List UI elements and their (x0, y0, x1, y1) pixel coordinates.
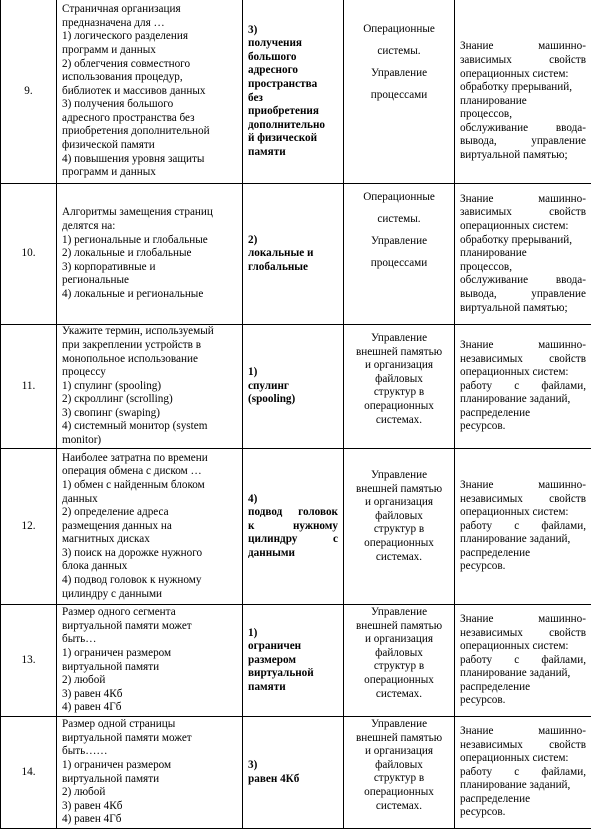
answer-line: виртуальной (248, 667, 338, 681)
section-line: операционных (349, 786, 449, 800)
section-line: системах. (349, 688, 449, 702)
answer-line: без (248, 92, 338, 106)
answer-line: приобретения (248, 105, 338, 119)
section-line: внешней памятью (349, 346, 449, 360)
question-line: 2) облегчения совместного (62, 58, 237, 72)
competence-line: обработку прерываний, (460, 234, 586, 248)
competence-cell (455, 325, 591, 449)
competence-line: планирование заданий, (460, 393, 586, 407)
question-line: Укажите термин, используемый (62, 325, 237, 339)
row-number: 12. (1, 449, 57, 605)
row-number: 13. (1, 605, 57, 717)
section-line: операционных (349, 400, 449, 414)
answer-line: получения (248, 37, 338, 51)
row-number: 14. (1, 717, 57, 829)
competence-line: зависимых свойств (460, 206, 586, 220)
competence-line: операционных систем: (460, 506, 586, 520)
question-line: 2) любой (62, 674, 237, 688)
competence-line: зависимых свойств (460, 54, 586, 68)
answer-line: ограничен (248, 640, 338, 654)
question-line: Наиболее затратна по времени (62, 452, 237, 466)
answer-line: к нужному (248, 520, 338, 534)
competence-line: распределение (460, 681, 586, 695)
answer-line: равен 4Кб (248, 773, 338, 787)
question-line: виртуальной памяти может (62, 732, 237, 746)
row-number: 10. (1, 184, 57, 325)
section-line: структур в (349, 523, 449, 537)
competence-line: виртуальной памятью; (460, 149, 586, 163)
question-line: монопольное использование (62, 353, 237, 367)
competence-line: планирование заданий, (460, 667, 586, 681)
question-line: 4) равен 4Гб (62, 701, 237, 715)
row-number: 9. (1, 0, 57, 184)
competence-line: вывода, управление (460, 135, 586, 149)
answer-line: спулинг (248, 380, 338, 394)
section-line: файловых (349, 647, 449, 661)
table-row (1, 605, 591, 717)
competence-cell (455, 184, 591, 325)
competence-line: независимых свойств (460, 739, 586, 753)
question-line: 4) равен 4Гб (62, 813, 237, 827)
question-line: 1) ограничен размером (62, 759, 237, 773)
competence-line: обслуживание ввода- (460, 122, 586, 136)
competence-line: работу с файлами, (460, 380, 586, 394)
question-line: виртуальной памяти (62, 773, 237, 787)
answer-cell (243, 717, 344, 829)
competence-line: распределение (460, 793, 586, 807)
answer-line: пространства (248, 78, 338, 92)
question-line: быть… (62, 633, 237, 647)
question-line: 3) поиск на дорожке нужного (62, 547, 237, 561)
competence-line: независимых свойств (460, 353, 586, 367)
question-line: блока данных (62, 560, 237, 574)
answer-line: данными (248, 547, 338, 561)
question-line: Алгоритмы замещения страниц (62, 206, 237, 220)
answer-cell (243, 184, 344, 325)
question-line: 4) подвод головок к нужному (62, 574, 237, 588)
question-line: делятся на: (62, 220, 237, 234)
competence-line: Знание машинно- (460, 479, 586, 493)
answer-line: глобальные (248, 261, 338, 275)
competence-line: виртуальной памятью; (460, 302, 586, 316)
question-line: 1) логического разделения (62, 30, 237, 44)
question-line: Размер одной страницы (62, 718, 237, 732)
competence-cell (455, 717, 591, 829)
section-line: структур в (349, 386, 449, 400)
question-line: 4) повышения уровня защиты (62, 153, 237, 167)
question-line: 1) спулинг (spooling) (62, 380, 237, 394)
question-line: 2) скроллинг (scrolling) (62, 393, 237, 407)
section-line: внешней памятью (349, 732, 449, 746)
question-cell (57, 449, 243, 605)
answer-cell (243, 449, 344, 605)
section-line: структур в (349, 772, 449, 786)
section-cell (344, 0, 455, 184)
section-line: Управление (349, 62, 449, 84)
question-line: программ и данных (62, 166, 237, 180)
answer-line: 1) (248, 366, 338, 380)
section-line: внешней памятью (349, 483, 449, 497)
competence-line: вывода, управление (460, 288, 586, 302)
question-line: программ и данных (62, 44, 237, 58)
section-line: Управление (349, 606, 449, 620)
section-line: Управление (349, 718, 449, 732)
answer-line: размером (248, 654, 338, 668)
question-line: 2) любой (62, 786, 237, 800)
question-cell (57, 184, 243, 325)
question-line: цилиндру с данными (62, 588, 237, 602)
question-line: приобретения дополнительной (62, 125, 237, 139)
answer-line: большого (248, 51, 338, 65)
question-line: 1) ограничен размером (62, 647, 237, 661)
question-cell (57, 605, 243, 717)
competence-line: обслуживание ввода- (460, 274, 586, 288)
section-line: и организация (349, 745, 449, 759)
competence-line: планирование заданий, (460, 533, 586, 547)
question-line: monitor) (62, 434, 237, 448)
question-line: 3) равен 4Кб (62, 688, 237, 702)
answer-line: дополнительно (248, 119, 338, 133)
competence-line: ресурсов. (460, 694, 586, 708)
competence-cell (455, 449, 591, 605)
question-line: 4) локальные и региональные (62, 288, 237, 302)
answer-cell (243, 605, 344, 717)
answer-line: памяти (248, 146, 338, 160)
question-line: 3) получения большого (62, 98, 237, 112)
section-line: Операционные (349, 186, 449, 208)
question-cell (57, 325, 243, 449)
competence-line: распределение (460, 547, 586, 561)
question-line: библиотек и массивов данных (62, 85, 237, 99)
table-row (1, 325, 591, 449)
question-line: данных (62, 493, 237, 507)
section-line: Управление (349, 332, 449, 346)
competence-cell (455, 605, 591, 717)
question-line: операция обмена с диском … (62, 465, 237, 479)
competence-line: планирование заданий, (460, 779, 586, 793)
competence-line: операционных систем: (460, 640, 586, 654)
section-line: Управление (349, 469, 449, 483)
section-cell (344, 184, 455, 325)
question-line: 2) локальные и глобальные (62, 247, 237, 261)
answer-line: локальные и (248, 247, 338, 261)
answer-line: памяти (248, 681, 338, 695)
section-line: операционных (349, 674, 449, 688)
question-line: магнитных дисках (62, 533, 237, 547)
competence-line: работу с файлами, (460, 520, 586, 534)
question-line: физической памяти (62, 139, 237, 153)
section-line: системы. (349, 208, 449, 230)
answer-line: подвод головок (248, 506, 338, 520)
section-line: файловых (349, 510, 449, 524)
competence-line: операционных систем: (460, 366, 586, 380)
answer-line: адресного (248, 64, 338, 78)
question-line: 1) региональные и глобальные (62, 234, 237, 248)
question-line: 4) системный монитор (system (62, 420, 237, 434)
competence-line: независимых свойств (460, 493, 586, 507)
section-line: структур в (349, 660, 449, 674)
section-cell (344, 449, 455, 605)
section-line: системах. (349, 414, 449, 428)
competence-line: независимых свойств (460, 627, 586, 641)
competence-line: операционных систем: (460, 752, 586, 766)
question-line: 1) обмен с найденным блоком (62, 479, 237, 493)
answer-line: 3) (248, 24, 338, 38)
section-line: и организация (349, 633, 449, 647)
section-line: и организация (349, 359, 449, 373)
answer-line: цилиндру с (248, 533, 338, 547)
answer-line: 2) (248, 234, 338, 248)
answer-line: 1) (248, 627, 338, 641)
competence-line: Знание машинно- (460, 613, 586, 627)
question-line: быть…… (62, 745, 237, 759)
section-cell (344, 717, 455, 829)
competence-line: ресурсов. (460, 806, 586, 820)
answer-cell (243, 325, 344, 449)
question-line: адресного пространства без (62, 112, 237, 126)
question-cell (57, 0, 243, 184)
table-row (1, 0, 591, 184)
section-line: операционных (349, 537, 449, 551)
answer-line: 4) (248, 493, 338, 507)
section-line: системах. (349, 800, 449, 814)
question-line: Страничная организация (62, 3, 237, 17)
question-line: 3) корпоративные и (62, 261, 237, 275)
section-line: системах. (349, 551, 449, 565)
competence-line: планирование (460, 95, 586, 109)
competence-cell (455, 0, 591, 184)
question-line: региональные (62, 274, 237, 288)
competence-line: обработку прерываний, (460, 81, 586, 95)
question-line: размещения данных на (62, 520, 237, 534)
question-cell (57, 717, 243, 829)
question-line: 2) определение адреса (62, 506, 237, 520)
competence-line: работу с файлами, (460, 766, 586, 780)
question-line: 3) свопинг (swaping) (62, 407, 237, 421)
section-line: и организация (349, 496, 449, 510)
competence-line: операционных систем: (460, 68, 586, 82)
answer-cell (243, 0, 344, 184)
question-line: 3) равен 4Кб (62, 800, 237, 814)
competence-line: Знание машинно- (460, 339, 586, 353)
competence-line: ресурсов. (460, 560, 586, 574)
question-line: процессу (62, 366, 237, 380)
competence-line: операционных систем: (460, 220, 586, 234)
competence-line: Знание машинно- (460, 40, 586, 54)
competence-line: процессов, (460, 261, 586, 275)
question-line: использования процедур, (62, 71, 237, 85)
section-line: файловых (349, 759, 449, 773)
competence-line: Знание машинно- (460, 725, 586, 739)
section-line: процессами (349, 84, 449, 106)
answer-line: 3) (248, 759, 338, 773)
section-line: системы. (349, 40, 449, 62)
section-line: Операционные (349, 18, 449, 40)
table-row (1, 449, 591, 605)
section-line: процессами (349, 252, 449, 274)
table-row (1, 184, 591, 325)
section-line: файловых (349, 373, 449, 387)
table-row (1, 717, 591, 829)
competence-line: работу с файлами, (460, 654, 586, 668)
question-line: при закреплении устройств в (62, 339, 237, 353)
section-cell (344, 605, 455, 717)
competence-line: процессов, (460, 108, 586, 122)
question-line: виртуальной памяти (62, 661, 237, 675)
question-line: предназначена для … (62, 17, 237, 31)
competence-line: ресурсов. (460, 420, 586, 434)
section-cell (344, 325, 455, 449)
answer-line: (spooling) (248, 393, 338, 407)
competence-line: распределение (460, 407, 586, 421)
competence-line: Знание машинно- (460, 193, 586, 207)
answer-line: й физической (248, 132, 338, 146)
section-line: внешней памятью (349, 620, 449, 634)
competence-line: планирование (460, 247, 586, 261)
section-line: Управление (349, 230, 449, 252)
question-line: виртуальной памяти может (62, 620, 237, 634)
row-number: 11. (1, 325, 57, 449)
question-line: Размер одного сегмента (62, 606, 237, 620)
